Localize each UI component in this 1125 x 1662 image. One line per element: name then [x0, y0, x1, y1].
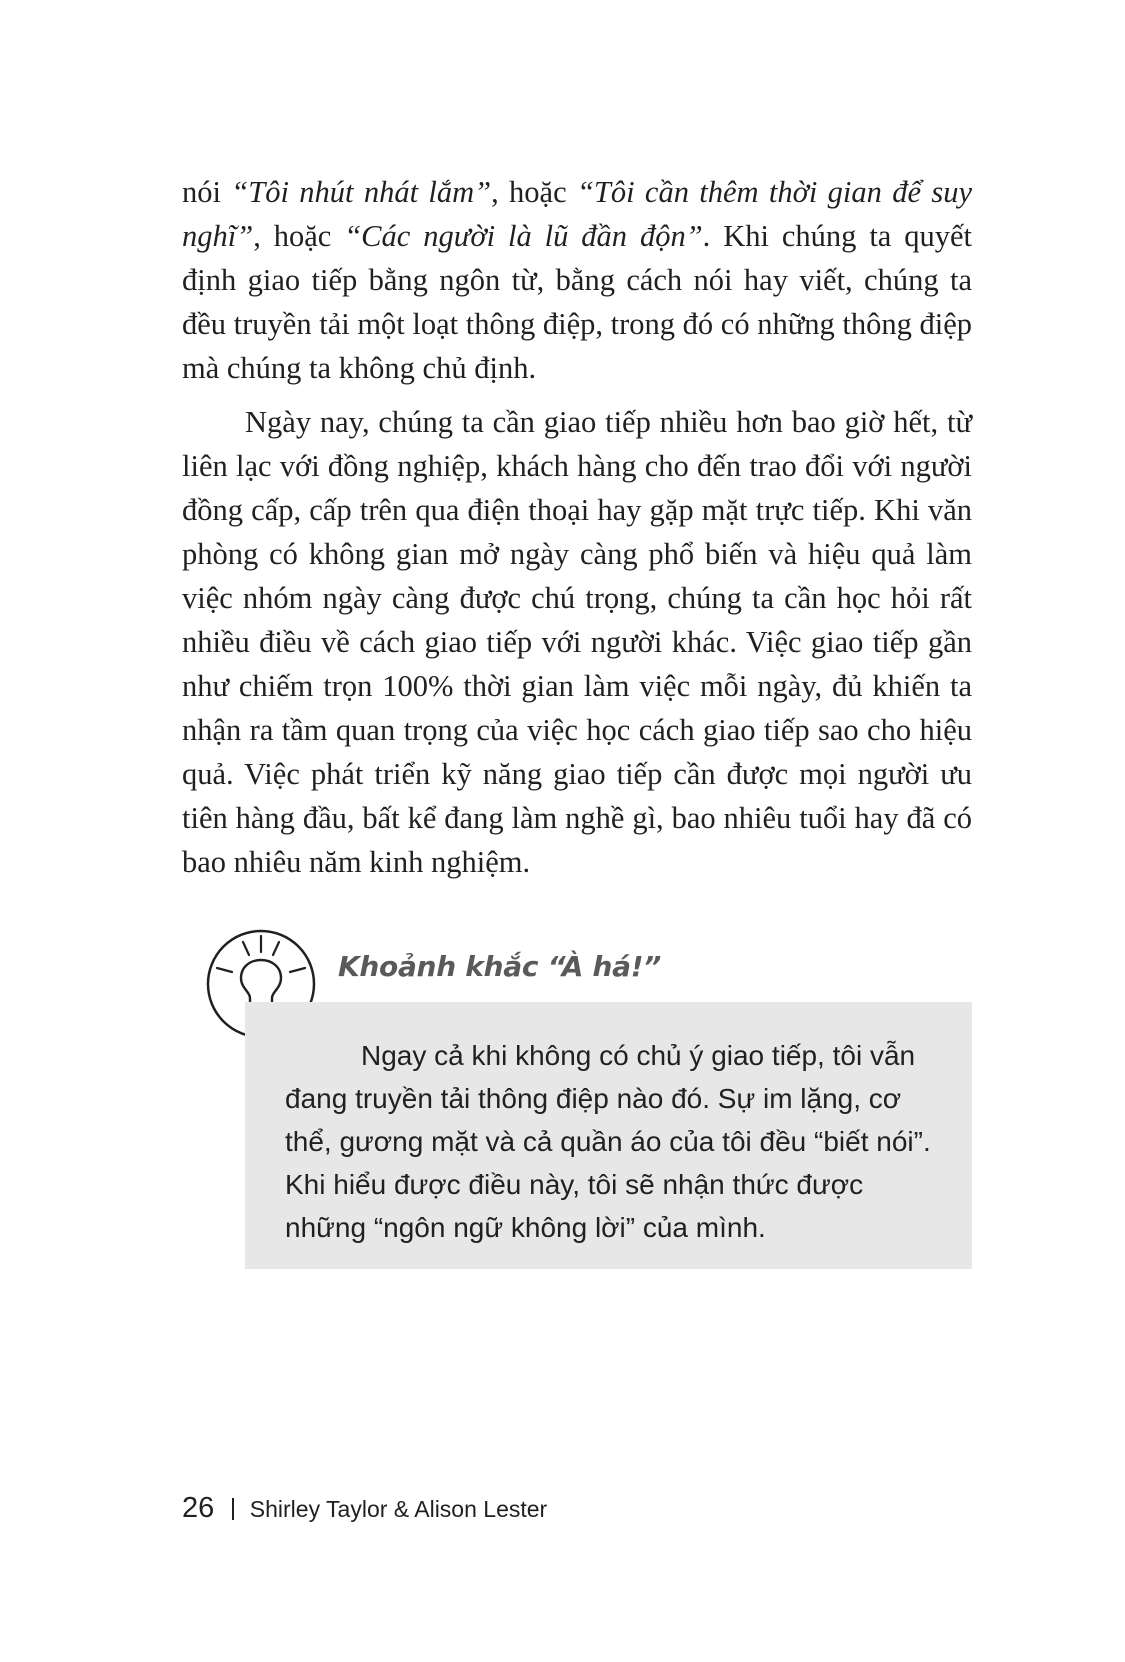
footer-divider	[232, 1498, 234, 1520]
callout-box	[245, 1002, 972, 1269]
callout-title: Khoảnh khắc “À há!”	[338, 950, 661, 983]
paragraph-2: Ngày nay, chúng ta cần giao tiếp nhiều hơn bao giờ hết, từ liên lạc với đồng nghiệp, khách hàng cho đến trao đổi với người đồng cấp, cấp trên qua điện thoại hay gặp mặt trực tiếp. Khi văn phòng có không gian mở ngày càng phổ biến và hiệu quả làm việc nhóm ngày càng được chú trọng, chúng ta cần học hỏi rất nhiều điều về cách giao tiếp với người khác. Việc giao tiếp gần như chiếm trọn 100% thời gian làm việc mỗi ngày, đủ khiến ta nhận ra tầm quan trọng của việc học cách giao tiếp sao cho hiệu quả. Việc phát triển kỹ năng giao tiếp cần được mọi người ưu tiên hàng đầu, bất kể đang làm nghề gì, bao nhiêu tuổi hay đã có bao nhiêu năm kinh nghiệm.	[182, 405, 972, 879]
quote-idiots: “Các người là lũ đần độn”	[344, 219, 703, 253]
paragraph-1-text: . Khi chúng ta quyết định giao tiếp bằng ngôn từ, bằng cách nói hay viết, chúng ta đều truyền tải một loạt thông điệp, trong đó có những thông điệp mà chúng ta không chủ định.	[182, 219, 973, 385]
footer-authors: Shirley Taylor & Alison Lester	[249, 1496, 548, 1522]
callout-text: Ngay cả khi không có chủ ý giao tiếp, tôi vẫn đang truyền tải thông điệp nào đó. Sự im lặng, cơ thể, gương mặt và cả quần áo của tôi đều “biết nói”. Khi hiểu được điều này, tôi sẽ nhận thức được những “ngôn ngữ không lời” của mình.	[285, 1040, 931, 1243]
paragraph-1	[182, 170, 972, 390]
page-number: 26	[182, 1492, 215, 1524]
page-footer	[182, 1492, 547, 1525]
paragraph-1-text: , hoặc	[491, 175, 577, 209]
main-text	[182, 170, 972, 884]
paragraph-1-text: , hoặc	[253, 219, 345, 253]
paragraph-1-text: nói	[182, 175, 232, 209]
quote-more-time: “Tôi cần thêm thời gian để suy nghĩ”	[182, 175, 972, 253]
quote-shy: “Tôi nhút nhát lắm”	[231, 175, 492, 209]
